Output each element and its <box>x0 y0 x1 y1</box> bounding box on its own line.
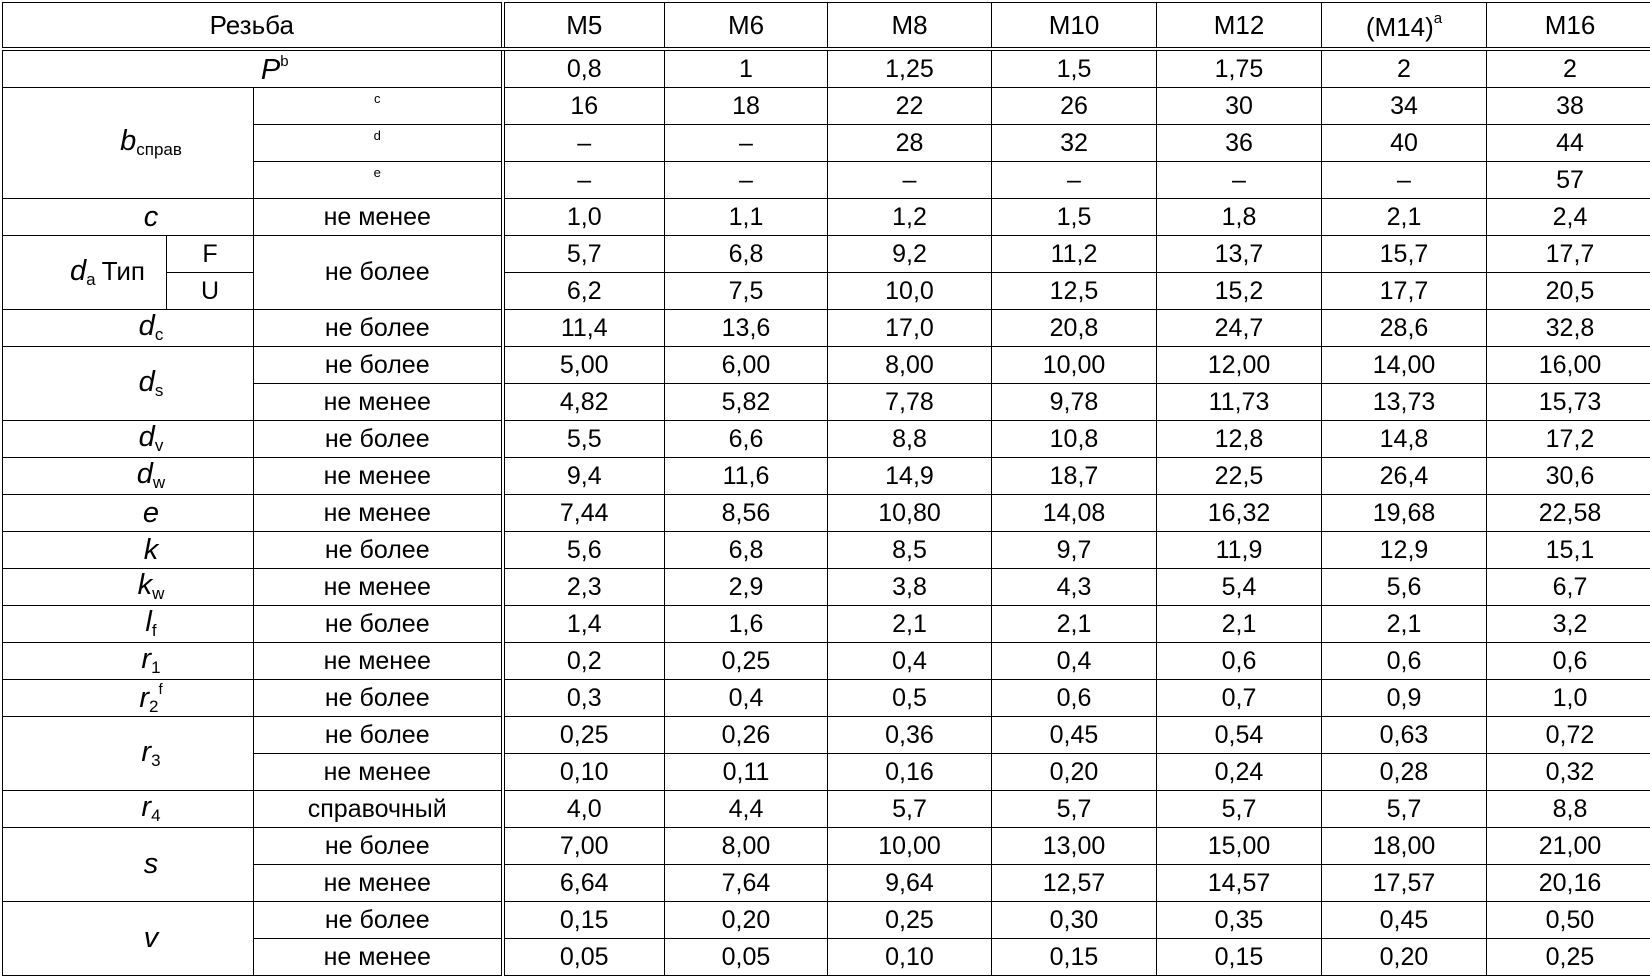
param-b <box>3 88 254 199</box>
value-cell: 6,8 <box>665 532 828 569</box>
value-cell: 5,82 <box>665 384 828 421</box>
param-da <box>3 236 167 310</box>
param-symbol: d <box>136 458 153 491</box>
param-symbol: r <box>141 735 152 768</box>
value-cell: 38 <box>1487 88 1650 125</box>
value-cell: 17,0 <box>828 310 992 347</box>
param-r4 <box>3 791 254 828</box>
row-da <box>3 273 1650 310</box>
value-cell: 8,8 <box>1487 791 1650 828</box>
value-cell: 5,4 <box>1157 569 1322 606</box>
value-cell: 16,00 <box>1487 347 1650 384</box>
value-cell: 2,1 <box>992 606 1157 643</box>
value-cell: 2,1 <box>1157 606 1322 643</box>
value-cell: 17,57 <box>1322 865 1487 902</box>
value-cell: 0,10 <box>828 939 992 976</box>
value-cell: 18,7 <box>992 458 1157 495</box>
value-cell: 18 <box>665 88 828 125</box>
value-cell: 15,7 <box>1322 236 1487 273</box>
param-kw <box>3 569 254 606</box>
value-cell: 1,75 <box>1157 49 1322 88</box>
value-cell: 22,5 <box>1157 458 1322 495</box>
value-cell: 8,00 <box>665 828 828 865</box>
footnote-mark: d <box>373 127 381 143</box>
value-cell: 9,7 <box>992 532 1157 569</box>
col-header: M6 <box>665 3 828 50</box>
value-cell: 0,45 <box>992 717 1157 754</box>
value-cell: 28,6 <box>1322 310 1487 347</box>
value-cell: 2,1 <box>1322 606 1487 643</box>
header-row <box>3 3 1650 50</box>
param-subscript: w <box>152 473 166 493</box>
value-cell: 16,32 <box>1157 495 1322 532</box>
criterion-cell: не более <box>254 828 503 865</box>
value-cell: 0,50 <box>1487 902 1650 939</box>
row-e <box>3 495 1650 532</box>
param-s <box>3 828 254 902</box>
value-cell: 17,7 <box>1322 273 1487 310</box>
value-cell: 30 <box>1157 88 1322 125</box>
footnote-mark: a <box>1433 9 1443 27</box>
param-symbol: e <box>142 496 160 529</box>
value-cell: 1,5 <box>992 49 1157 88</box>
col-header: M12 <box>1157 3 1322 50</box>
value-cell: 24,7 <box>1157 310 1322 347</box>
value-cell: 0,25 <box>828 902 992 939</box>
row-r4 <box>3 791 1650 828</box>
value-cell: 2,1 <box>828 606 992 643</box>
value-cell: 0,7 <box>1157 680 1322 717</box>
value-cell: 14,57 <box>1157 865 1322 902</box>
value-cell: 0,10 <box>503 754 665 791</box>
value-cell: 11,6 <box>665 458 828 495</box>
value-cell: 2,1 <box>1322 199 1487 236</box>
value-cell: 0,11 <box>665 754 828 791</box>
value-cell: 32,8 <box>1487 310 1650 347</box>
col-header: M5 <box>503 3 665 50</box>
value-cell: 2,3 <box>503 569 665 606</box>
criterion-cell: не более <box>254 606 503 643</box>
param-k <box>3 532 254 569</box>
value-cell: 15,2 <box>1157 273 1322 310</box>
value-cell: 0,35 <box>1157 902 1322 939</box>
value-cell: 1,2 <box>828 199 992 236</box>
row-s <box>3 828 1650 865</box>
value-cell: 3,8 <box>828 569 992 606</box>
param-symbol: l <box>145 606 152 639</box>
value-cell: 0,6 <box>1487 643 1650 680</box>
value-cell: 44 <box>1487 125 1650 162</box>
value-cell: 18,00 <box>1322 828 1487 865</box>
criterion-cell: не более <box>254 310 503 347</box>
value-cell: 5,7 <box>503 236 665 273</box>
value-cell: 12,57 <box>992 865 1157 902</box>
value-cell: 2 <box>1322 49 1487 88</box>
value-cell: 0,25 <box>503 717 665 754</box>
value-cell: 1,0 <box>503 199 665 236</box>
value-cell: 5,00 <box>503 347 665 384</box>
value-cell: 7,44 <box>503 495 665 532</box>
value-cell: 10,8 <box>992 421 1157 458</box>
param-symbol: k <box>143 533 159 566</box>
row-r2 <box>3 680 1650 717</box>
value-cell: – <box>1157 162 1322 199</box>
value-cell: 13,73 <box>1322 384 1487 421</box>
value-cell: 6,8 <box>665 236 828 273</box>
param-symbol: d <box>70 254 87 287</box>
value-cell: 6,7 <box>1487 569 1650 606</box>
value-cell: 0,4 <box>665 680 828 717</box>
footnote-mark: e <box>373 164 381 180</box>
value-cell: 9,78 <box>992 384 1157 421</box>
value-cell: – <box>503 125 665 162</box>
value-cell: 0,20 <box>992 754 1157 791</box>
value-cell: 0,20 <box>1322 939 1487 976</box>
criterion-cell: не менее <box>254 569 503 606</box>
param-subscript: справ <box>136 140 182 160</box>
value-cell: 0,25 <box>665 643 828 680</box>
row-v <box>3 902 1650 939</box>
value-cell: 7,78 <box>828 384 992 421</box>
value-cell: 0,6 <box>992 680 1157 717</box>
value-cell: 8,56 <box>665 495 828 532</box>
type-cell: F <box>167 236 254 273</box>
value-cell: 6,00 <box>665 347 828 384</box>
param-symbol: r <box>141 643 152 676</box>
value-cell: 0,15 <box>503 902 665 939</box>
value-cell: 0,26 <box>665 717 828 754</box>
value-cell: 26 <box>992 88 1157 125</box>
footnote-cell <box>254 125 503 162</box>
param-subscript: f <box>151 621 157 641</box>
param-subscript: w <box>152 584 165 604</box>
row-b <box>3 88 1650 125</box>
value-cell: 12,9 <box>1322 532 1487 569</box>
value-cell: 2,4 <box>1487 199 1650 236</box>
value-cell: 0,63 <box>1322 717 1487 754</box>
value-cell: 7,64 <box>665 865 828 902</box>
param-symbol: c <box>143 200 159 233</box>
value-cell: 0,6 <box>1322 643 1487 680</box>
type-label: Тип <box>101 255 145 286</box>
row-dv <box>3 421 1650 458</box>
criterion-cell: не менее <box>254 939 503 976</box>
value-cell: 0,4 <box>992 643 1157 680</box>
value-cell: 17,7 <box>1487 236 1650 273</box>
value-cell: 0,16 <box>828 754 992 791</box>
value-cell: 14,9 <box>828 458 992 495</box>
criterion-cell: справочный <box>254 791 503 828</box>
value-cell: – <box>1322 162 1487 199</box>
param-subscript: 4 <box>151 806 161 826</box>
value-cell: 12,8 <box>1157 421 1322 458</box>
value-cell: 9,4 <box>503 458 665 495</box>
value-cell: 9,2 <box>828 236 992 273</box>
value-cell: 34 <box>1322 88 1487 125</box>
value-cell: 0,36 <box>828 717 992 754</box>
row-da <box>3 236 1650 273</box>
criterion-cell: не более <box>254 236 503 310</box>
value-cell: 4,4 <box>665 791 828 828</box>
col-header: M8 <box>828 3 992 50</box>
value-cell: 4,0 <box>503 791 665 828</box>
param-r1 <box>3 643 254 680</box>
param-symbol: d <box>138 421 155 454</box>
criterion-cell: не менее <box>254 495 503 532</box>
footnote-mark: c <box>374 90 381 106</box>
param-r3 <box>3 717 254 791</box>
value-cell: 19,68 <box>1322 495 1487 532</box>
value-cell: 11,73 <box>1157 384 1322 421</box>
value-cell: – <box>665 162 828 199</box>
value-cell: 1,1 <box>665 199 828 236</box>
param-ds <box>3 347 254 421</box>
value-cell: 8,00 <box>828 347 992 384</box>
param-superscript: f <box>158 680 163 698</box>
value-cell: 40 <box>1322 125 1487 162</box>
param-r2 <box>3 680 254 717</box>
param-symbol: b <box>120 125 137 158</box>
row-r3 <box>3 717 1650 754</box>
value-cell: 5,6 <box>503 532 665 569</box>
footnote-cell <box>254 162 503 199</box>
row-k <box>3 532 1650 569</box>
dimensions-table <box>2 2 1650 976</box>
value-cell: 6,64 <box>503 865 665 902</box>
row-ds <box>3 347 1650 384</box>
value-cell: 10,0 <box>828 273 992 310</box>
criterion-cell: не более <box>254 532 503 569</box>
criterion-cell: не менее <box>254 384 503 421</box>
param-dc <box>3 310 254 347</box>
row-lf <box>3 606 1650 643</box>
criterion-cell: не более <box>254 347 503 384</box>
criterion-cell: не менее <box>254 865 503 902</box>
value-cell: 2 <box>1487 49 1650 88</box>
param-P <box>3 49 503 88</box>
value-cell: 0,05 <box>503 939 665 976</box>
value-cell: 57 <box>1487 162 1650 199</box>
value-cell: – <box>665 125 828 162</box>
value-cell: 0,15 <box>1157 939 1322 976</box>
param-c <box>3 199 254 236</box>
type-cell: U <box>167 273 254 310</box>
value-cell: 5,6 <box>1322 569 1487 606</box>
value-cell: 4,82 <box>503 384 665 421</box>
value-cell: 11,2 <box>992 236 1157 273</box>
value-cell: 13,7 <box>1157 236 1322 273</box>
value-cell: 13,6 <box>665 310 828 347</box>
value-cell: 6,6 <box>665 421 828 458</box>
value-cell: 0,9 <box>1322 680 1487 717</box>
value-cell: 2,9 <box>665 569 828 606</box>
value-cell: 0,45 <box>1322 902 1487 939</box>
value-cell: 7,5 <box>665 273 828 310</box>
param-subscript: v <box>154 436 164 456</box>
value-cell: 20,5 <box>1487 273 1650 310</box>
value-cell: 12,5 <box>992 273 1157 310</box>
value-cell: 12,00 <box>1157 347 1322 384</box>
value-cell: 0,15 <box>992 939 1157 976</box>
value-cell: 1,8 <box>1157 199 1322 236</box>
value-cell: 5,7 <box>828 791 992 828</box>
value-cell: 11,4 <box>503 310 665 347</box>
param-symbol: v <box>143 922 159 954</box>
value-cell: 5,5 <box>503 421 665 458</box>
row-c <box>3 199 1650 236</box>
value-cell: 15,00 <box>1157 828 1322 865</box>
value-cell: 0,8 <box>503 49 665 88</box>
value-cell: 7,00 <box>503 828 665 865</box>
param-subscript: c <box>154 325 164 345</box>
row-r1 <box>3 643 1650 680</box>
criterion-cell: не более <box>254 902 503 939</box>
criterion-cell: не более <box>254 680 503 717</box>
value-cell: 15,73 <box>1487 384 1650 421</box>
param-superscript: b <box>280 52 289 70</box>
value-cell: 14,00 <box>1322 347 1487 384</box>
value-cell: 0,30 <box>992 902 1157 939</box>
value-cell: 0,2 <box>503 643 665 680</box>
param-symbol: P <box>260 53 281 86</box>
value-cell: 4,3 <box>992 569 1157 606</box>
header-label: Резьба <box>3 3 503 50</box>
value-cell: – <box>828 162 992 199</box>
param-symbol: s <box>143 848 159 880</box>
value-cell: 0,3 <box>503 680 665 717</box>
value-cell: 1,4 <box>503 606 665 643</box>
value-cell: 15,1 <box>1487 532 1650 569</box>
footnote-cell <box>254 88 503 125</box>
value-cell: 6,2 <box>503 273 665 310</box>
value-cell: 1,5 <box>992 199 1157 236</box>
param-dw <box>3 458 254 495</box>
criterion-cell: не менее <box>254 754 503 791</box>
param-subscript: a <box>86 270 96 290</box>
param-symbol: d <box>138 365 155 398</box>
value-cell: 8,5 <box>828 532 992 569</box>
value-cell: 8,8 <box>828 421 992 458</box>
row-dc <box>3 310 1650 347</box>
value-cell: 1,0 <box>1487 680 1650 717</box>
value-cell: 14,08 <box>992 495 1157 532</box>
value-cell: 0,24 <box>1157 754 1322 791</box>
value-cell: 0,5 <box>828 680 992 717</box>
value-cell: 16 <box>503 88 665 125</box>
value-cell: 3,2 <box>1487 606 1650 643</box>
value-cell: 1 <box>665 49 828 88</box>
value-cell: 36 <box>1157 125 1322 162</box>
row-P <box>3 49 1650 88</box>
value-cell: 1,6 <box>665 606 828 643</box>
value-cell: 20,16 <box>1487 865 1650 902</box>
criterion-cell: не менее <box>254 199 503 236</box>
value-cell: 0,25 <box>1487 939 1650 976</box>
value-cell: 22 <box>828 88 992 125</box>
value-cell: 14,8 <box>1322 421 1487 458</box>
value-cell: 10,80 <box>828 495 992 532</box>
value-cell: 1,25 <box>828 49 992 88</box>
param-lf <box>3 606 254 643</box>
param-symbol: r <box>141 791 152 824</box>
value-cell: 0,20 <box>665 902 828 939</box>
value-cell: 32 <box>992 125 1157 162</box>
value-cell: 0,32 <box>1487 754 1650 791</box>
param-symbol: k <box>137 569 153 602</box>
value-cell: – <box>992 162 1157 199</box>
value-cell: 0,05 <box>665 939 828 976</box>
value-cell: 20,8 <box>992 310 1157 347</box>
value-cell: 28 <box>828 125 992 162</box>
col-header: M10 <box>992 3 1157 50</box>
value-cell: 13,00 <box>992 828 1157 865</box>
param-symbol: d <box>138 310 155 343</box>
criterion-cell: не более <box>254 717 503 754</box>
value-cell: 5,7 <box>1157 791 1322 828</box>
value-cell: 9,64 <box>828 865 992 902</box>
row-dw <box>3 458 1650 495</box>
value-cell: 0,28 <box>1322 754 1487 791</box>
value-cell: 0,72 <box>1487 717 1650 754</box>
col-header: M16 <box>1487 3 1650 50</box>
param-e <box>3 495 254 532</box>
value-cell: 10,00 <box>828 828 992 865</box>
value-cell: 0,4 <box>828 643 992 680</box>
value-cell: 0,54 <box>1157 717 1322 754</box>
criterion-cell: не более <box>254 421 503 458</box>
col-header: $(M14)^a$ <box>1322 3 1487 50</box>
param-v <box>3 902 254 976</box>
param-subscript: s <box>154 381 164 401</box>
value-cell: 17,2 <box>1487 421 1650 458</box>
value-cell: 26,4 <box>1322 458 1487 495</box>
param-dv <box>3 421 254 458</box>
value-cell: 5,7 <box>1322 791 1487 828</box>
param-subscript: 3 <box>151 751 161 771</box>
value-cell: 11,9 <box>1157 532 1322 569</box>
value-cell: 0,6 <box>1157 643 1322 680</box>
criterion-cell: не менее <box>254 643 503 680</box>
value-cell: 30,6 <box>1487 458 1650 495</box>
param-subscript: 2 <box>149 696 159 716</box>
param-symbol: r <box>139 681 150 714</box>
value-cell: 10,00 <box>992 347 1157 384</box>
row-kw <box>3 569 1650 606</box>
param-subscript: 1 <box>151 658 161 678</box>
table-body <box>3 3 1650 976</box>
value-cell: 5,7 <box>992 791 1157 828</box>
value-cell: 22,58 <box>1487 495 1650 532</box>
criterion-cell: не менее <box>254 458 503 495</box>
value-cell: – <box>503 162 665 199</box>
value-cell: 21,00 <box>1487 828 1650 865</box>
